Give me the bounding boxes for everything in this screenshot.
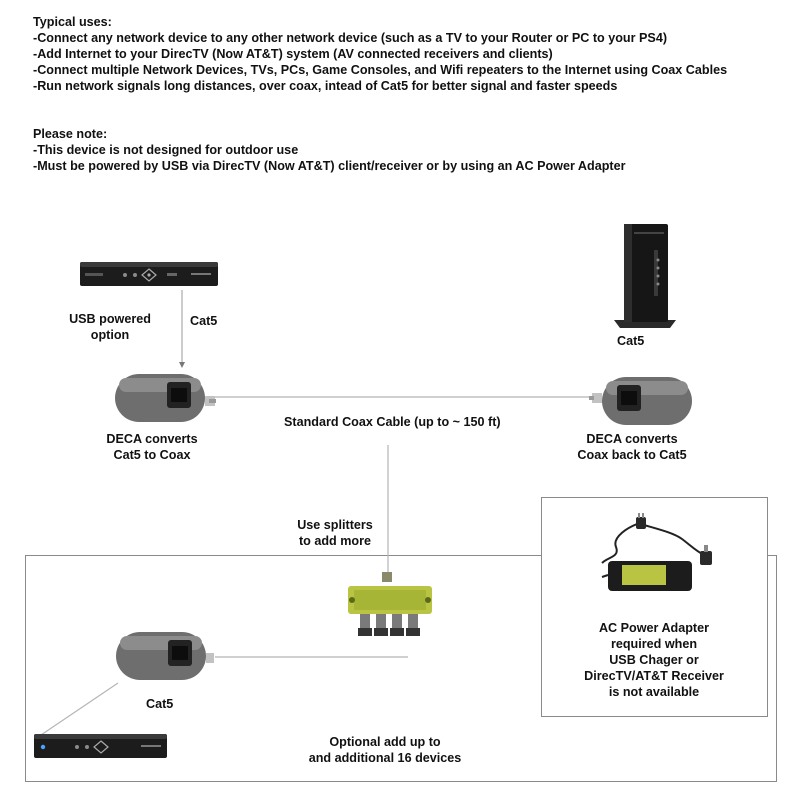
typical-uses-heading: Typical uses: xyxy=(33,15,112,29)
deca-adapter-left-icon xyxy=(113,370,218,426)
deca-adapter-right-icon xyxy=(589,373,694,429)
cat5-cable-bottom xyxy=(38,683,118,737)
deca-adapter-bottom-icon xyxy=(114,628,219,684)
power-adapter-label: AC Power Adapter required when USB Chager or DirecTV/AT&T Receiver is not available xyxy=(584,621,724,699)
typical-use-item: -Add Internet to your DirecTV (Now AT&T) system (AV connected receivers and clients) xyxy=(33,47,553,61)
usb-cat5-arrowhead xyxy=(179,362,185,368)
ac-power-adapter-icon xyxy=(578,513,728,603)
deca-left-label: DECA converts Cat5 to Coax xyxy=(106,432,198,462)
usb-powered-label: USB powered option xyxy=(69,312,151,342)
typical-use-item: -Connect any network device to any other network device (such as a TV to your Router or PC to your PS4) xyxy=(33,31,668,45)
cat5-label-bottom: Cat5 xyxy=(146,697,174,711)
optional-devices-label: Optional add up to and additional 16 devices xyxy=(308,735,462,765)
cat5-label-right: Cat5 xyxy=(617,334,645,348)
deca-right-label: DECA converts Coax back to Cat5 xyxy=(577,432,687,462)
typical-use-item: -Connect multiple Network Devices, TVs, PCs, Game Consoles, and Wifi repeaters to the Internet using Coax Cables xyxy=(33,63,728,77)
typical-use-item: -Run network signals long distances, over coax, intead of Cat5 for better signal and faster speeds xyxy=(33,79,618,93)
please-note-item: -Must be powered by USB via DirecTV (Now AT&T) client/receiver or by using an AC Power Adapter xyxy=(33,159,626,173)
receiver-bottom-icon xyxy=(33,732,168,762)
router-icon xyxy=(610,220,680,330)
cat5-label-left: Cat5 xyxy=(190,314,218,328)
coax-splitter-icon xyxy=(346,572,436,640)
please-note-heading: Please note: xyxy=(33,127,108,141)
receiver-top-icon xyxy=(79,260,219,290)
splitters-label: Use splitters to add more xyxy=(297,518,373,548)
coax-cable-label: Standard Coax Cable (up to ~ 150 ft) xyxy=(284,415,501,429)
please-note-item: -This device is not designed for outdoor use xyxy=(33,143,299,157)
